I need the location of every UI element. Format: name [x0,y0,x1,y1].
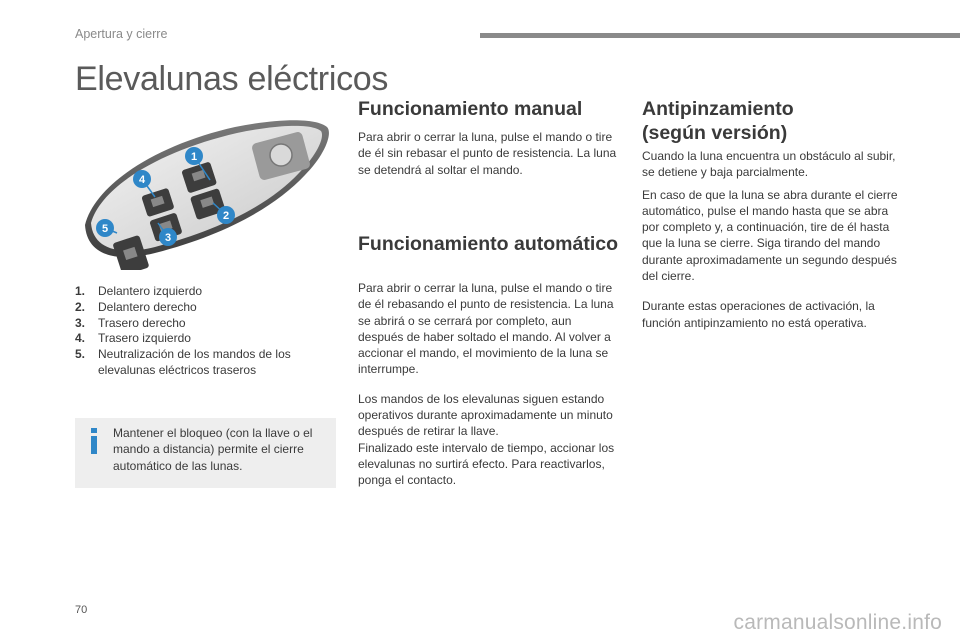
page-title: Elevalunas eléctricos [75,60,389,98]
list-item-number: 2. [75,299,86,314]
svg-text:5: 5 [101,223,109,235]
legend-list [75,284,335,379]
automatic-body-3: Finalizado este intervalo de tiempo, accionar los elevalunas no surtirá efecto. Para reactivarlos, ponga el contacto. [358,440,615,488]
list-item-text: Trasero derecho [98,315,186,330]
manual-heading: Funcionamiento manual [358,98,583,120]
manual-body: Para abrir o cerrar la luna, pulse el mando o tire de él sin rebasar el punto de resistencia. La luna se detendrá al soltar el mando. [358,130,617,177]
svg-text:3: 3 [164,232,172,244]
section-label: Apertura y cierre [75,27,168,41]
header-rule [480,33,960,38]
list-item-number: 3. [75,315,86,330]
automatic-heading: Funcionamiento automático [358,233,619,255]
list-item-number: 4. [75,331,86,346]
list-item-number: 1. [75,284,86,298]
automatic-section [358,232,620,489]
info-note-text: Mantener el bloqueo (con la llave o el mando a distancia) permite el cierre automático de las lunas. [113,426,313,473]
manual-section [358,97,620,178]
list-item [75,316,335,332]
list-item-text: Trasero izquierdo [98,331,191,346]
list-item [75,284,335,300]
automatic-body-2: Los mandos de los elevalunas siguen estando operativos durante aproximadamente un minuto después de retirar la llave. [358,391,613,439]
antipinch-body-1: Cuando la luna encuentra un obstáculo al subir, se detiene y baja parcialmente. [642,149,896,180]
list-item-number: 5. [75,347,86,362]
svg-text:2: 2 [222,210,230,222]
info-note [75,418,336,488]
info-icon [87,426,101,456]
window-switch-illustration [75,115,335,270]
list-item-text: Neutralización de los mandos de los elevalunas eléctricos traseros [98,347,291,377]
antipinch-body-3: Durante estas operaciones de activación, la función antipinzamiento no está operativa. [642,299,875,330]
svg-text:4: 4 [138,174,146,186]
automatic-body-1: Para abrir o cerrar la luna, pulse el mando o tire de él rebasando el punto de resistencia. La luna se abrirá o se cerrará por completo, aun después de haber soltado el mando. Al volver a accionar el mando, el movimiento de la luna se interrumpe. [358,281,614,377]
antipinch-body-2: En caso de que la luna se abra durante el cierre automático, pulse el mando hasta que se abra por completo y, a continuación, tire de él hasta que la luna se cierre. Siga tirando del mando durante aproximadamente un segundo después del cierre. [642,187,898,284]
antipinch-section [642,97,907,331]
watermark: carmanualsonline.info [733,611,942,634]
antipinch-heading-line-2: (según versión) [642,122,788,144]
antipinch-heading-line-1: Antipinzamiento [642,98,794,120]
page-number: 70 [75,604,88,616]
list-item-text: Delantero izquierdo [98,284,203,298]
list-item-text: Delantero derecho [98,299,197,314]
switch-panel-drawing [75,115,335,270]
list-item [75,331,335,347]
svg-text:1: 1 [190,151,198,163]
list-item [75,300,335,316]
list-item [75,347,335,379]
